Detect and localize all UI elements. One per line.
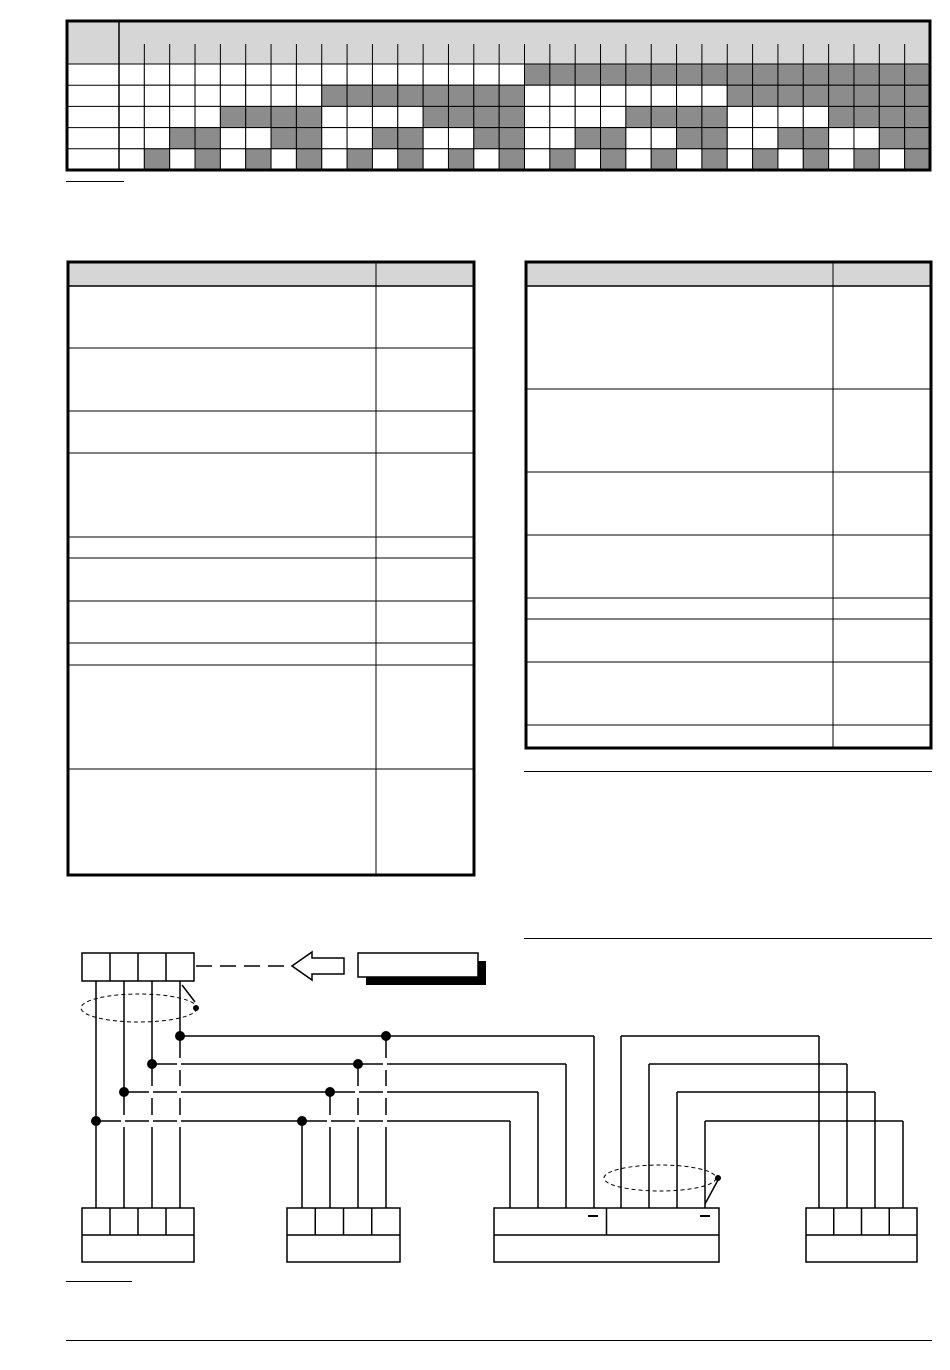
code-table-cell: [550, 128, 575, 149]
code-table-cell: [778, 128, 803, 149]
code-table-cell: [474, 64, 499, 85]
code-table-cell: [398, 64, 423, 85]
code-table-cell: [803, 128, 828, 149]
code-table-cell: [753, 106, 778, 127]
code-table-cell: [347, 149, 372, 170]
code-table-cell: [575, 128, 600, 149]
right-table-border: [526, 262, 931, 748]
code-table-cell: [778, 85, 803, 106]
code-table-cell: [525, 128, 550, 149]
code-table-cell: [854, 128, 879, 149]
code-table-cell: [879, 106, 904, 127]
code-table-cell: [144, 106, 169, 127]
code-table-cell: [347, 85, 372, 106]
code-table-cell: [423, 106, 448, 127]
code-table-cell: [879, 149, 904, 170]
code-table-cell: [905, 106, 930, 127]
code-table-cell: [803, 85, 828, 106]
code-table-cell: [727, 106, 752, 127]
code-table-cell: [702, 149, 727, 170]
code-table-cell: [322, 149, 347, 170]
code-table-cell: [170, 106, 195, 127]
code-table-cell: [575, 85, 600, 106]
code-table-cell: [474, 149, 499, 170]
shield-drain-dot: [193, 1005, 199, 1011]
code-table-cell: [220, 85, 245, 106]
code-table-cell: [195, 106, 220, 127]
code-table-cell: [727, 85, 752, 106]
code-table-cell: [727, 64, 752, 85]
junction-dot: [353, 1059, 363, 1069]
code-table-cell: [550, 64, 575, 85]
wiring-diagram: [81, 952, 917, 1262]
code-table-cell: [170, 64, 195, 85]
code-table-cell: [220, 64, 245, 85]
code-table-cell: [372, 64, 397, 85]
code-table-cell: [829, 64, 854, 85]
code-table-cell: [626, 149, 651, 170]
code-table-cell: [296, 128, 321, 149]
code-table-cell: [753, 64, 778, 85]
code-table-cell: [372, 149, 397, 170]
code-table-cell: [246, 85, 271, 106]
code-table-cell: [803, 64, 828, 85]
code-table-cell: [601, 106, 626, 127]
junction-dot: [119, 1087, 129, 1097]
code-table-cell: [651, 64, 676, 85]
code-table-cell: [347, 106, 372, 127]
label-box: [358, 953, 478, 977]
code-table-cell: [601, 149, 626, 170]
right-table-header: [526, 262, 931, 286]
code-table-cell: [829, 128, 854, 149]
code-table-cell: [372, 128, 397, 149]
code-table-cell: [651, 128, 676, 149]
code-table-cell: [702, 85, 727, 106]
code-table-cell: [119, 106, 144, 127]
code-table-cell: [575, 149, 600, 170]
code-table-cell: [119, 85, 144, 106]
code-table-cell: [499, 128, 524, 149]
shield-drain-wire: [182, 985, 195, 1002]
code-table-cell: [322, 106, 347, 127]
code-table-cell: [879, 85, 904, 106]
code-table-cell: [246, 106, 271, 127]
code-table-cell: [879, 128, 904, 149]
code-table-cell: [423, 128, 448, 149]
code-table-cell: [322, 64, 347, 85]
code-table-cell: [905, 64, 930, 85]
code-table-cell: [778, 149, 803, 170]
code-table-cell: [347, 64, 372, 85]
code-table-cell: [119, 128, 144, 149]
code-table-cell: [271, 106, 296, 127]
code-table-cell: [677, 128, 702, 149]
code-table-cell: [525, 149, 550, 170]
code-table-cell: [448, 149, 473, 170]
code-table-cell: [829, 85, 854, 106]
code-table-cell: [803, 106, 828, 127]
code-table-cell: [474, 128, 499, 149]
code-table-cell: [246, 149, 271, 170]
code-table-cell: [677, 85, 702, 106]
code-table-cell: [220, 106, 245, 127]
code-table-cell: [525, 106, 550, 127]
code-table-cell: [448, 64, 473, 85]
code-table-cell: [753, 149, 778, 170]
code-table-cell: [170, 85, 195, 106]
code-table-cell: [296, 85, 321, 106]
code-table-cell: [499, 64, 524, 85]
code-table-cell: [195, 85, 220, 106]
code-table-cell: [144, 149, 169, 170]
left-parameter-table: [68, 262, 474, 875]
junction-dot: [381, 1031, 391, 1041]
code-table-cell: [195, 128, 220, 149]
code-table-cell: [448, 128, 473, 149]
code-table-cell: [296, 106, 321, 127]
code-table-cell: [322, 85, 347, 106]
junction-dot: [91, 1116, 101, 1126]
code-table-cell: [601, 85, 626, 106]
code-table-cell: [296, 149, 321, 170]
code-table-cell: [246, 64, 271, 85]
code-table-cell: [778, 64, 803, 85]
code-table-cell: [829, 106, 854, 127]
code-table-cell: [854, 106, 879, 127]
code-table-cell: [448, 106, 473, 127]
code-table-cell: [651, 106, 676, 127]
code-table-cell: [905, 85, 930, 106]
code-table-cell: [525, 64, 550, 85]
code-table-cell: [626, 128, 651, 149]
code-table-cell: [905, 149, 930, 170]
junction-dot: [147, 1059, 157, 1069]
code-table-cell: [550, 149, 575, 170]
code-table-cell: [398, 128, 423, 149]
code-table-cell: [499, 85, 524, 106]
code-table-cell: [550, 106, 575, 127]
code-table-cell: [347, 128, 372, 149]
code-table-cell: [575, 64, 600, 85]
code-table-cell: [195, 64, 220, 85]
code-table-cell: [195, 149, 220, 170]
code-table-cell: [778, 106, 803, 127]
code-table-cell: [499, 106, 524, 127]
code-table-cell: [854, 85, 879, 106]
code-table-cell: [550, 85, 575, 106]
right-parameter-table: [526, 262, 931, 748]
code-table-cell: [626, 64, 651, 85]
code-table-cell: [144, 85, 169, 106]
code-table-cell: [854, 149, 879, 170]
code-table-cell: [170, 128, 195, 149]
junction-dot: [325, 1087, 335, 1097]
code-table-cell: [803, 149, 828, 170]
binary-code-table: [67, 21, 930, 170]
code-table-cell: [499, 149, 524, 170]
code-table-cell: [727, 128, 752, 149]
code-table-cell: [271, 128, 296, 149]
code-table-cell: [246, 128, 271, 149]
code-table-cell: [677, 149, 702, 170]
code-table-cell: [448, 85, 473, 106]
code-table-cell: [601, 128, 626, 149]
code-table-cell: [271, 149, 296, 170]
code-table-cell: [119, 64, 144, 85]
code-table-cell: [677, 64, 702, 85]
code-table-cell: [220, 128, 245, 149]
code-table-cell: [753, 128, 778, 149]
code-table-cell: [372, 106, 397, 127]
code-table-cell: [727, 149, 752, 170]
code-table-cell: [626, 106, 651, 127]
code-table-cell: [854, 64, 879, 85]
code-table-cell: [651, 85, 676, 106]
code-table-cell: [119, 149, 144, 170]
code-table-cell: [601, 64, 626, 85]
code-table-cell: [525, 85, 550, 106]
left-table-border: [68, 262, 474, 875]
code-table-cell: [170, 149, 195, 170]
code-table-cell: [296, 64, 321, 85]
code-table-header: [67, 21, 930, 64]
junction-dot: [175, 1031, 185, 1041]
code-table-cell: [271, 64, 296, 85]
left-table-header: [68, 262, 474, 286]
left-arrow-icon: [292, 952, 344, 980]
code-table-cell: [398, 106, 423, 127]
code-table-cell: [372, 85, 397, 106]
code-table-cell: [398, 149, 423, 170]
code-table-cell: [474, 106, 499, 127]
code-table-cell: [423, 149, 448, 170]
code-table-cell: [651, 149, 676, 170]
code-table-cell: [423, 85, 448, 106]
code-table-cell: [753, 85, 778, 106]
code-table-cell: [905, 128, 930, 149]
code-table-cell: [271, 85, 296, 106]
code-table-cell: [879, 64, 904, 85]
code-table-cell: [144, 64, 169, 85]
junction-dot: [297, 1116, 307, 1126]
code-table-cell: [702, 128, 727, 149]
code-table-cell: [398, 85, 423, 106]
code-table-cell: [474, 85, 499, 106]
code-table-cell: [702, 106, 727, 127]
code-table-cell: [677, 106, 702, 127]
code-table-cell: [423, 64, 448, 85]
code-table-cell: [220, 149, 245, 170]
code-table-cell: [626, 85, 651, 106]
code-table-cell: [829, 149, 854, 170]
code-table-cell: [322, 128, 347, 149]
code-table-cell: [575, 106, 600, 127]
code-table-cell: [144, 128, 169, 149]
code-table-cell: [702, 64, 727, 85]
